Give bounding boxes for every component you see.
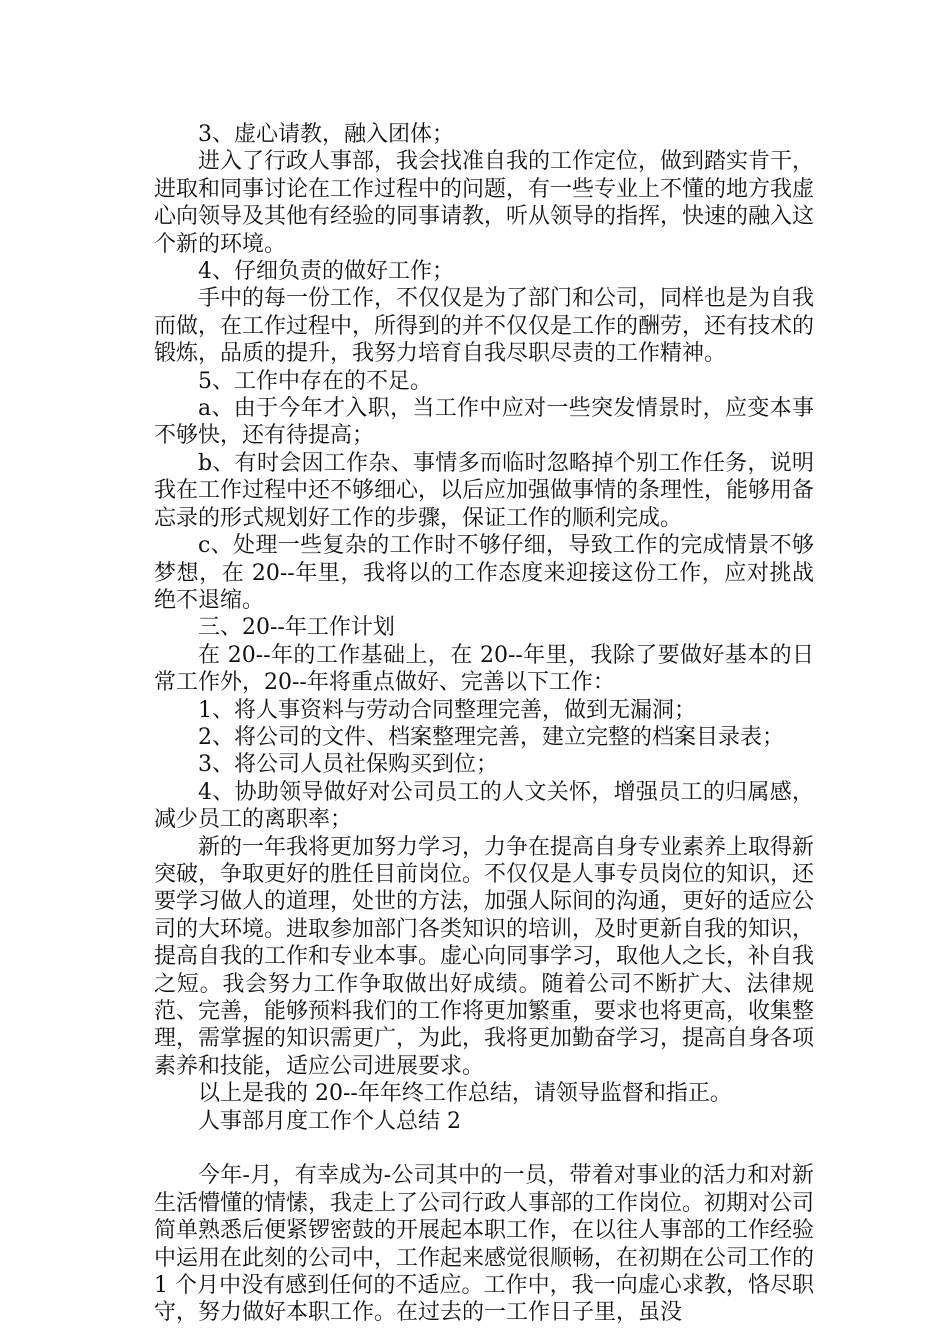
list-item: a、由于今年才入职，当工作中应对一些突发情景时，应变本事不够快，还有待提高； bbox=[154, 396, 814, 449]
list-item: 4、协助领导做好对公司员工的人文关怀，增强员工的归属感，减少员工的离职率； bbox=[154, 779, 814, 833]
list-item: 2、将公司的文件、档案整理完善，建立完整的档案目录表； bbox=[198, 724, 784, 750]
list-item: 3、将公司人员社保购买到位； bbox=[198, 752, 498, 778]
body-paragraph: 在 20--年的工作基础上，在 20--年里，我除了要做好基本的日常工作外，20--年将重点做好、完善以下工作： bbox=[154, 642, 814, 696]
body-paragraph: 今年-月，有幸成为-公司其中的一员，带着对事业的活力和对新生活懵懂的情愫，我走上了公司行政人事部的工作岗位。初期对公司简单熟悉后便紧锣密鼓的开展起本职工作，在以往人事部的工作经验中运用在此刻的公司中，工作起来感觉很顺畅，在初期在公司工作的 1 个月中没有感到任何的不适应。工作中，我一向虚心求教，恪尽职守，努力做好本职工作。在过去的一工作日子里，虽没 bbox=[154, 1163, 815, 1326]
body-paragraph: 新的一年我将更加努力学习，力争在提高自身专业素养上取得新突破，争取更好的胜任目前岗位。不仅仅是人事专员岗位的知识，还要学习做人的道理，处世的方法，加强人际间的沟通，更好的适应公司的大环境。进取参加部门各类知识的培训，及时更新自我的知识，提高自我的工作和专业本事。虚心向同事学习，取他人之长，补自我之短。我会努力工作争取做出好成绩。随着公司不断扩大、法律规范、完善，能够预料我们的工作将更加繁重，要求也将更高，收集整理，需掌握的知识需更广，为此，我将更加勤奋学习，提高自身各项素养和技能，适应公司进展要求。 bbox=[154, 834, 815, 1079]
blank-line bbox=[154, 1135, 814, 1162]
document-title: 人事部月度工作个人总结 2 bbox=[198, 1108, 461, 1134]
section-heading: 三、20--年工作计划 bbox=[198, 615, 395, 641]
list-item: b、有时会因工作杂、事情多而临时忽略掉个别工作任务，说明我在工作过程中还不够细心，以后应加强做事情的条理性，能够用备忘录的形式规划好工作的步骤，保证工作的顺利完成。 bbox=[154, 450, 815, 531]
item-heading: 5、工作中存在的不足。 bbox=[198, 368, 432, 394]
item-heading: 3、虚心请教，融入团体； bbox=[198, 122, 454, 147]
document-body bbox=[154, 121, 814, 1327]
item-heading: 4、仔细负责的做好工作； bbox=[198, 259, 454, 285]
body-paragraph: 进入了行政人事部，我会找准自我的工作定位，做到踏实肯干，进取和同事讨论在工作过程中的问题，有一些专业上不懂的地方我虚心向领导及其他有经验的同事请教，听从领导的指挥，快速的融入这个新的环境。 bbox=[154, 149, 815, 257]
list-item: c、处理一些复杂的工作时不够仔细，导致工作的完成情景不够梦想，在 20--年里，我将以的工作态度来迎接这份工作，应对挑战绝不退缩。 bbox=[154, 533, 814, 613]
body-paragraph: 手中的每一份工作，不仅仅是为了部门和公司，同样也是为自我而做，在工作过程中，所得到的并不仅仅是工作的酬劳，还有技术的锻炼，品质的提升，我努力培育自我尽职尽责的工作精神。 bbox=[154, 286, 815, 367]
body-paragraph: 以上是我的 20--年年终工作总结，请领导监督和指正。 bbox=[198, 1081, 732, 1107]
list-item: 1、将人事资料与劳动合同整理完善，做到无漏洞； bbox=[198, 697, 696, 723]
